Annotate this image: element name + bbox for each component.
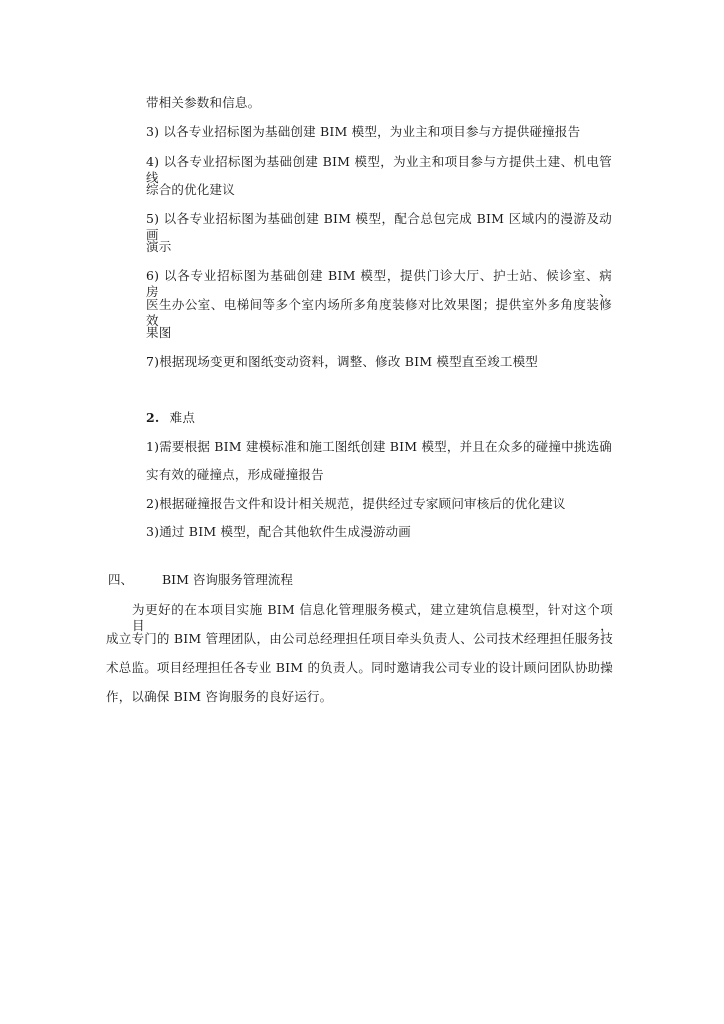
list-item-6-cont: 医生办公室、电梯间等多个室内场所多角度装修对比效果图；提供室外多角度装修效 — [146, 297, 612, 328]
list-item-6-cont2: 果图 — [146, 325, 172, 340]
difficulty-item-3: 3)通过 BIM 模型，配合其他软件生成漫游动画 — [146, 524, 411, 539]
list-item-7: 7)根据现场变更和图纸变动资料，调整、修改 BIM 模型直至竣工模型 — [146, 354, 539, 369]
section-4-title-text: BIM 咨询服务管理流程 — [162, 572, 293, 587]
difficulty-title: 难点 — [169, 410, 196, 425]
list-item-6: 6) 以各专业招标图为基础创建 BIM 模型，提供门诊大厅、护士站、候诊室、病房、 — [146, 268, 612, 299]
list-item-5-cont: 演示 — [146, 239, 172, 254]
section-4-paragraph-line-1: 为更好的在本项目实施 BIM 信息化管理服务模式，建立建筑信息模型，针对这个项目， — [132, 602, 613, 633]
section-4-number: 四、 — [108, 572, 134, 587]
section-4-paragraph-line-3: 术总监。项目经理担任各专业 BIM 的负责人。同时邀请我公司专业的设计顾问团队协助操 — [106, 660, 613, 675]
list-item-5: 5) 以各专业招标图为基础创建 BIM 模型，配合总包完成 BIM 区域内的漫游及动画 — [146, 211, 612, 242]
list-item-3: 3) 以各专业招标图为基础创建 BIM 模型，为业主和项目参与方提供碰撞报告 — [146, 124, 581, 139]
difficulty-number: 2. — [146, 410, 160, 425]
difficulty-item-2: 2)根据碰撞报告文件和设计相关规范，提供经过专家顾问审核后的优化建议 — [146, 496, 566, 511]
section-4-paragraph-line-4: 作，以确保 BIM 咨询服务的良好运行。 — [106, 689, 333, 704]
list-line-1: 带相关参数和信息。 — [146, 95, 261, 110]
section-4-title — [162, 572, 293, 588]
difficulty-item-1: 1)需要根据 BIM 建模标准和施工图纸创建 BIM 模型，并且在众多的碰撞中挑选确 — [146, 439, 612, 454]
list-item-4-cont: 综合的优化建议 — [146, 182, 235, 197]
difficulty-heading — [146, 410, 195, 426]
difficulty-item-1-cont: 实有效的碰撞点，形成碰撞报告 — [146, 467, 324, 482]
list-item-4: 4) 以各专业招标图为基础创建 BIM 模型，为业主和项目参与方提供土建、机电管线 — [146, 154, 612, 185]
section-4-paragraph-line-2: 成立专门的 BIM 管理团队，由公司总经理担任项目牵头负责人、公司技术经理担任服务技 — [106, 631, 613, 646]
